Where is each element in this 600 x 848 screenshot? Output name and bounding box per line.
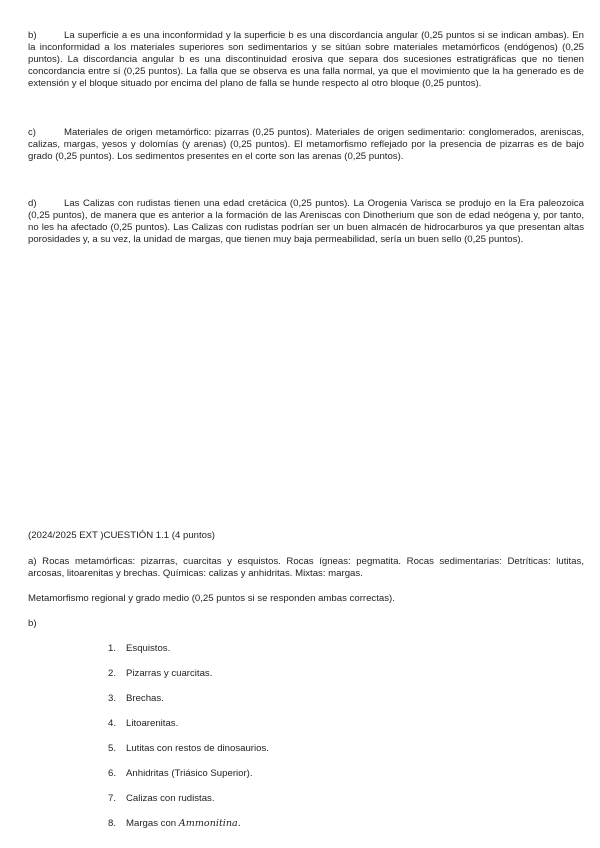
list-item	[108, 718, 269, 743]
answer-b-text: La superficie a es una inconformidad y la superficie b es una discordancia angular (0,25 puntos si se indican ambas). En la inconformidad a los materiales superiores son sedimentarios y se sitúan sobre materiales metamórficos (endógenos) (0,25 puntos). La discordancia angular b es una discontinuidad erosiva que separa dos sucesiones estratigráficas que no tienen concordancia entre sí (0,25 puntos). La falla que se observa es una falla normal, ya que el movimiento que la ha generado es de extensión y el bloque situado por encima del plano de falla se hunde respecto al otro bloque (0,25 puntos).	[28, 30, 584, 90]
list-item-number: 3.	[108, 693, 117, 704]
answer-b-paragraph	[28, 30, 584, 90]
question-a-paragraph: a) Rocas metamórficas: pizarras, cuarcitas y esquistos. Rocas ígneas: pegmatita. Rocas sedimentarias: Detríticas: lutitas, arcosas, litoarenitas y brechas. Químicas: calizas y anhidritas. Mixtas: margas.	[28, 556, 584, 580]
list-item-number: 7.	[108, 793, 117, 804]
question-title: (2024/2025 EXT )CUESTIÓN 1.1 (4 puntos)	[28, 530, 215, 541]
list-item-text: Litoarenitas.	[126, 718, 179, 729]
answer-c-paragraph	[28, 127, 584, 163]
list-item-text: Margas con	[126, 818, 179, 829]
list-item	[108, 668, 269, 693]
list-item	[108, 818, 269, 843]
list-item	[108, 643, 269, 668]
answer-d-paragraph	[28, 198, 584, 246]
answer-b-label: b)	[28, 30, 37, 41]
list-item-italic-taxon: Ammonitina.	[178, 818, 241, 829]
list-item-text: Lutitas con restos de dinosaurios.	[126, 743, 269, 754]
answer-d-text: Las Calizas con rudistas tienen una edad cretácica (0,25 puntos). La Orogenia Varisca se produjo en la Era paleozoica (0,25 puntos), de manera que es anterior a la formación de las Areniscas con Dinotherium que son de edad neógena y, por tanto, no les ha afectado (0,25 puntos). Las Calizas con rudistas podrían ser un buen almacén de hidrocarburos ya que presentan altas porosidades y, a su vez, la unidad de margas, que tienen muy baja permeabilidad, sería un buen sello (0,25 puntos).	[28, 198, 584, 246]
list-item-text: Pizarras y cuarcitas.	[126, 668, 213, 679]
list-item	[108, 793, 269, 818]
answer-d-label: d)	[28, 198, 37, 209]
rock-sequence-list	[108, 643, 269, 843]
list-item	[108, 743, 269, 768]
answer-c-text: Materiales de origen metamórfico: pizarras (0,25 puntos). Materiales de origen sedimentario: conglomerados, areniscas, calizas, margas, yesos y dolomías (y arenas) (0,25 puntos). El metamorfismo reflejado por la presencia de pizarras es de bajo grado (0,25 puntos). Los sedimentos presentes en el corte son las arenas (0,25 puntos).	[28, 127, 584, 163]
answer-c-label: c)	[28, 127, 36, 138]
list-item-number: 6.	[108, 768, 117, 779]
list-item-number: 1.	[108, 643, 117, 654]
list-item	[108, 693, 269, 718]
list-item-number: 5.	[108, 743, 117, 754]
list-item-text: Brechas.	[126, 693, 164, 704]
list-item	[108, 768, 269, 793]
list-item-text: Calizas con rudistas.	[126, 793, 215, 804]
list-item-text: Anhidritas (Triásico Superior).	[126, 768, 253, 779]
list-item-text: Esquistos.	[126, 643, 171, 654]
metamorphism-paragraph: Metamorfismo regional y grado medio (0,25 puntos si se responden ambas correctas).	[28, 593, 395, 604]
question-b-label: b)	[28, 618, 37, 629]
list-item-number: 4.	[108, 718, 117, 729]
list-item-number: 2.	[108, 668, 117, 679]
list-item-number: 8.	[108, 818, 117, 829]
